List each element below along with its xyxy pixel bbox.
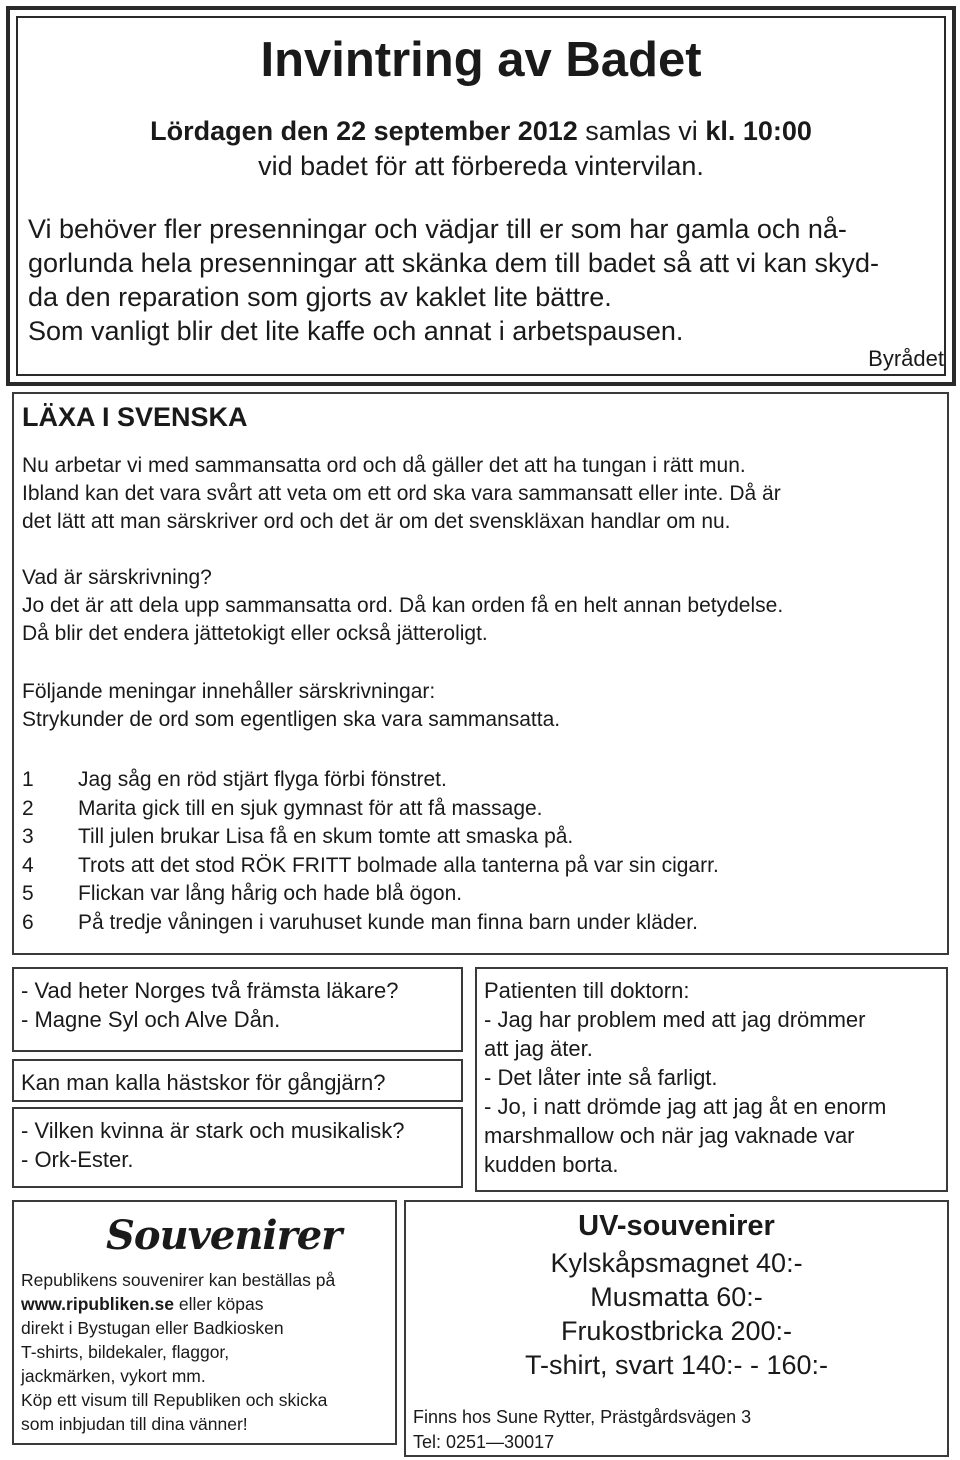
souvenirs-body xyxy=(21,1268,335,1436)
swedish-lesson-box xyxy=(12,392,949,955)
joke-text xyxy=(484,976,886,1179)
list-item xyxy=(22,823,719,852)
joke-line: att jag äter. xyxy=(484,1036,593,1061)
souvenirs-line: som inbjudan till dina vänner! xyxy=(21,1414,248,1434)
list-item-number: 2 xyxy=(22,796,34,820)
list-item-number: 5 xyxy=(22,882,34,905)
invitation-box xyxy=(6,6,956,386)
price-item: Musmatta 60:- xyxy=(590,1282,763,1312)
uv-seller-address: Finns hos Sune Rytter, Prästgårdsvägen 3 xyxy=(413,1407,752,1427)
invitation-date-time xyxy=(10,114,952,184)
invitation-purpose: vid badet för att förbereda vintervilan. xyxy=(258,151,704,181)
price-item: Frukostbricka 200:- xyxy=(560,1316,793,1346)
lesson-text-line: Ibland kan det vara svårt att veta om ett ord ska vara sammansatt eller inte. Då är xyxy=(22,482,781,505)
uv-phone: Tel: 0251—30017 xyxy=(413,1432,555,1452)
joke-line: kudden borta. xyxy=(484,1152,619,1177)
joke-line: - Jo, i natt drömde jag att jag åt en enorm xyxy=(484,1094,887,1119)
list-item xyxy=(22,766,719,795)
souvenirs-line: T-shirts, bildekaler, flaggor, xyxy=(21,1342,230,1362)
joke-text xyxy=(21,976,398,1034)
invitation-time: kl. 10:00 xyxy=(705,116,812,146)
list-item-text: Flickan var lång hårig och hade blå ögon. xyxy=(78,882,463,905)
souvenirs-line: jackmärken, vykort mm. xyxy=(21,1366,206,1386)
list-item xyxy=(22,852,719,881)
uv-price-list xyxy=(406,1246,947,1382)
joke-line: - Ork-Ester. xyxy=(21,1147,134,1172)
joke-line: - Vilken kvinna är stark och musikalisk? xyxy=(21,1118,405,1143)
souvenirs-line: direkt i Bystugan eller Badkiosken xyxy=(21,1318,284,1338)
joke-line: - Det låter inte så farligt. xyxy=(484,1065,718,1090)
joke-box-marshmallow xyxy=(475,967,948,1192)
joke-line: marshmallow och när jag vaknade var xyxy=(484,1123,855,1148)
lesson-sentence-list xyxy=(22,766,719,937)
lesson-text-line: Vad är särskrivning? xyxy=(22,566,212,589)
souvenirs-line: Republikens souvenirer kan beställas på xyxy=(21,1270,336,1290)
souvenirs-box xyxy=(12,1200,397,1445)
list-item xyxy=(22,880,719,909)
souvenirs-line-rest: eller köpas xyxy=(174,1294,264,1314)
joke-line: - Vad heter Norges två främsta läkare? xyxy=(21,978,399,1003)
uv-souvenirs-box xyxy=(404,1200,949,1457)
souvenirs-title: Souvenirer xyxy=(106,1212,342,1259)
invitation-date: Lördagen den 22 september 2012 xyxy=(150,116,578,146)
joke-line: Kan man kalla hästskor för gångjärn? xyxy=(21,1070,386,1095)
invitation-body xyxy=(28,212,879,348)
list-item-text: Trots att det stod RÖK FRITT bolmade alla tanterna på var sin cigarr. xyxy=(78,853,719,877)
list-item-text: På tredje våningen i varuhuset kunde man finna barn under kläder. xyxy=(78,910,698,934)
invitation-title: Invintring av Badet xyxy=(260,33,702,87)
joke-box-horseshoes xyxy=(12,1059,463,1102)
lesson-text-line: Jo det är att dela upp sammansatta ord. Då kan orden få en helt annan betydelse. xyxy=(22,594,784,617)
lesson-text-line: Nu arbetar vi med sammansatta ord och då gäller det att ha tungan i rätt mun. xyxy=(22,454,746,477)
list-item-number: 6 xyxy=(22,910,34,934)
joke-text xyxy=(21,1116,405,1174)
souvenirs-line: Köp ett visum till Republiken och skicka xyxy=(21,1390,328,1410)
joke-line: Patienten till doktorn: xyxy=(484,978,690,1003)
lesson-title: LÄXA I SVENSKA xyxy=(22,402,248,432)
lesson-text-line: det lätt att man särskriver ord och det är om det svenskläxan handlar om nu. xyxy=(22,510,731,533)
souvenirs-website-link[interactable]: www.ripubliken.se xyxy=(21,1294,174,1314)
invitation-date-connector: samlas vi xyxy=(577,116,706,146)
joke-box-norway-doctors xyxy=(12,967,463,1052)
lesson-definition-paragraph xyxy=(22,564,783,648)
list-item-number: 3 xyxy=(22,825,34,848)
joke-text xyxy=(21,1068,385,1097)
lesson-text-line: Strykunder de ord som egentligen ska vara sammansatta. xyxy=(22,708,561,731)
lesson-intro-paragraph xyxy=(22,452,781,536)
uv-contact xyxy=(413,1405,751,1455)
list-item-text: Marita gick till en sjuk gymnast för att få massage. xyxy=(78,796,543,820)
joke-box-ork-ester xyxy=(12,1107,463,1188)
list-item-number: 1 xyxy=(22,768,34,791)
list-item-text: Till julen brukar Lisa få en skum tomte att smaska på. xyxy=(78,825,574,848)
price-item: T-shirt, svart 140:- - 160:- xyxy=(524,1350,829,1380)
invitation-signature: Byrådet xyxy=(868,346,944,371)
invitation-body-line: Som vanligt blir det lite kaffe och annat i arbetspausen. xyxy=(28,316,684,346)
joke-line: - Jag har problem med att jag drömmer xyxy=(484,1007,866,1032)
invitation-body-line: da den reparation som gjorts av kaklet lite bättre. xyxy=(28,282,612,312)
joke-line: - Magne Syl och Alve Dån. xyxy=(21,1007,281,1032)
lesson-text-line: Då blir det endera jättetokigt eller också jätteroligt. xyxy=(22,622,488,645)
list-item-text: Jag såg en röd stjärt flyga förbi fönstret. xyxy=(78,768,447,791)
uv-souvenirs-title: UV-souvenirer xyxy=(578,1210,775,1242)
lesson-instruction-paragraph xyxy=(22,678,560,734)
invitation-body-line: Vi behöver fler presenningar och vädjar till er som har gamla och nå- xyxy=(28,214,847,244)
lesson-text-line: Följande meningar innehåller särskrivningar: xyxy=(22,680,436,703)
list-item xyxy=(22,909,719,938)
list-item-number: 4 xyxy=(22,853,34,877)
list-item xyxy=(22,795,719,824)
invitation-body-line: gorlunda hela presenningar att skänka dem till badet så att vi kan skyd- xyxy=(28,248,879,278)
price-item: Kylskåpsmagnet 40:- xyxy=(550,1248,803,1278)
